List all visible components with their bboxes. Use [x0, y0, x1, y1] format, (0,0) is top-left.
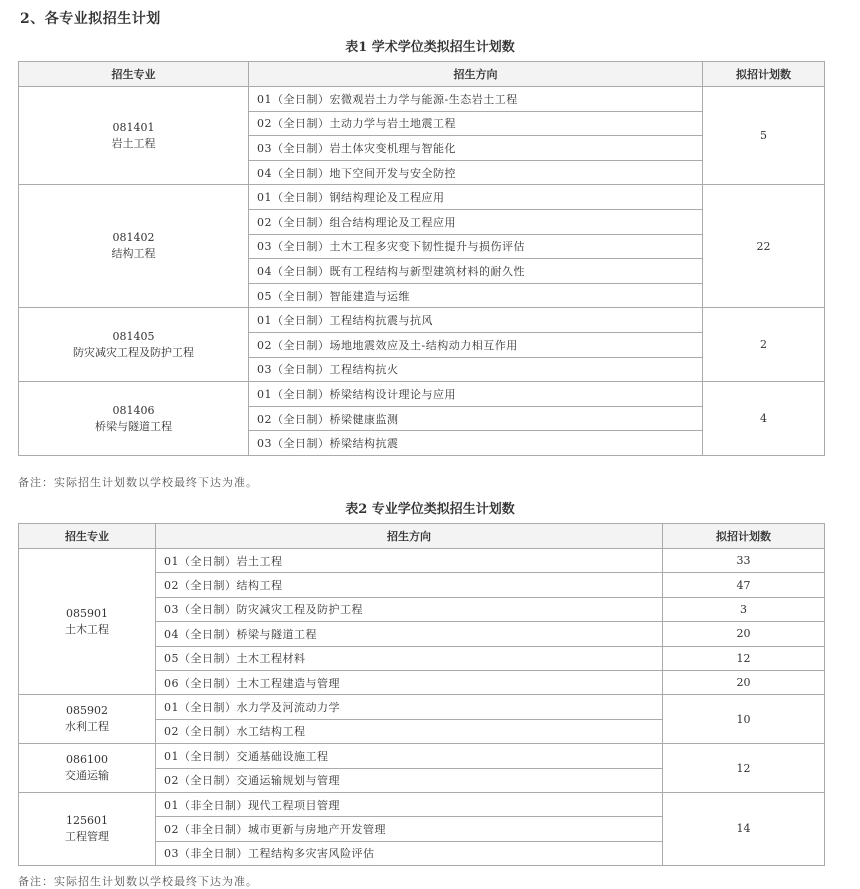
major-cell	[19, 185, 249, 308]
header-count: 拟招计划数	[663, 524, 825, 549]
direction-cell: 01（全日制）宏微观岩土力学与能源-生态岩土工程	[249, 87, 703, 112]
major-name: 土木工程	[65, 622, 109, 636]
major-code: 081405	[112, 329, 155, 343]
plan-count: 10	[663, 695, 825, 744]
major-name: 防灾减灾工程及防护工程	[73, 345, 194, 359]
major-cell	[19, 695, 156, 744]
direction-cell: 02（全日制）交通运输规划与管理	[156, 768, 663, 792]
major-name: 水利工程	[65, 720, 109, 734]
plan-count: 20	[663, 622, 825, 646]
direction-cell: 02（全日制）土动力学与岩土地震工程	[249, 111, 703, 136]
plan-count: 3	[663, 597, 825, 621]
plan-count: 33	[663, 549, 825, 573]
direction-cell: 01（全日制）岩土工程	[156, 549, 663, 573]
table-row	[19, 87, 825, 112]
direction-cell: 03（全日制）桥梁结构抗震	[249, 431, 703, 456]
direction-cell: 01（全日制）钢结构理论及工程应用	[249, 185, 703, 210]
direction-cell: 02（全日制）场地地震效应及土-结构动力相互作用	[249, 332, 703, 357]
professional-degree-table	[18, 523, 825, 866]
plan-count: 12	[663, 744, 825, 793]
major-name: 结构工程	[111, 247, 156, 261]
direction-cell: 03（全日制）岩土体灾变机理与智能化	[249, 136, 703, 161]
direction-cell: 03（全日制）土木工程多灾变下韧性提升与损伤评估	[249, 234, 703, 259]
header-major: 招生专业	[19, 62, 249, 87]
direction-cell: 01（全日制）桥梁结构设计理论与应用	[249, 382, 703, 407]
direction-cell: 03（非全日制）工程结构多灾害风险评估	[156, 841, 663, 865]
table-header-row	[19, 62, 825, 87]
direction-cell: 03（全日制）防灾减灾工程及防护工程	[156, 597, 663, 621]
major-name: 岩土工程	[111, 136, 156, 150]
major-code: 085902	[66, 704, 108, 718]
plan-count: 14	[663, 792, 825, 865]
direction-cell: 06（全日制）土木工程建造与管理	[156, 670, 663, 694]
direction-cell: 02（非全日制）城市更新与房地产开发管理	[156, 817, 663, 841]
table2-caption: 表2 专业学位类拟招生计划数	[345, 502, 515, 517]
header-direction: 招生方向	[156, 524, 663, 549]
plan-count: 47	[663, 573, 825, 597]
table2-note: 备注：实际招生计划数以学校最终下达为准。	[18, 875, 258, 888]
direction-cell: 01（非全日制）现代工程项目管理	[156, 792, 663, 816]
plan-count: 12	[663, 646, 825, 670]
table-row	[19, 308, 825, 333]
table-row	[19, 792, 825, 816]
academic-degree-table	[18, 61, 825, 456]
header-direction: 招生方向	[249, 62, 703, 87]
plan-count: 2	[703, 308, 825, 382]
plan-count: 4	[703, 382, 825, 456]
direction-cell: 05（全日制）土木工程材料	[156, 646, 663, 670]
major-cell	[19, 792, 156, 865]
plan-count: 22	[703, 185, 825, 308]
major-code: 085901	[66, 606, 108, 620]
direction-cell: 01（全日制）水力学及河流动力学	[156, 695, 663, 719]
direction-cell: 04（全日制）地下空间开发与安全防控	[249, 160, 703, 185]
direction-cell: 02（全日制）水工结构工程	[156, 719, 663, 743]
major-cell	[19, 87, 249, 185]
header-major: 招生专业	[19, 524, 156, 549]
direction-cell: 02（全日制）结构工程	[156, 573, 663, 597]
table-row	[19, 185, 825, 210]
major-code: 125601	[66, 813, 108, 827]
table-row	[19, 695, 825, 719]
table-header-row	[19, 524, 825, 549]
table-row	[19, 744, 825, 768]
plan-count: 20	[663, 670, 825, 694]
direction-cell: 04（全日制）既有工程结构与新型建筑材料的耐久性	[249, 259, 703, 284]
direction-cell: 03（全日制）工程结构抗火	[249, 357, 703, 382]
table1-note: 备注：实际招生计划数以学校最终下达为准。	[18, 476, 258, 489]
table1-caption: 表1 学术学位类拟招生计划数	[345, 40, 515, 55]
header-count: 拟招计划数	[703, 62, 825, 87]
major-code: 081406	[112, 403, 155, 417]
major-code: 086100	[66, 753, 108, 767]
major-cell	[19, 549, 156, 695]
table-row	[19, 549, 825, 573]
major-code: 081401	[112, 120, 155, 134]
plan-count: 5	[703, 87, 825, 185]
major-cell	[19, 744, 156, 793]
major-cell	[19, 308, 249, 382]
major-code: 081402	[112, 231, 155, 245]
table-row	[19, 382, 825, 407]
direction-cell: 01（全日制）交通基础设施工程	[156, 744, 663, 768]
major-name: 桥梁与隧道工程	[95, 419, 172, 433]
direction-cell: 01（全日制）工程结构抗震与抗风	[249, 308, 703, 333]
major-cell	[19, 382, 249, 456]
section-heading: 2、各专业拟招生计划	[20, 11, 161, 27]
major-name: 交通运输	[65, 769, 109, 783]
major-name: 工程管理	[65, 829, 109, 843]
direction-cell: 05（全日制）智能建造与运维	[249, 283, 703, 308]
direction-cell: 04（全日制）桥梁与隧道工程	[156, 622, 663, 646]
direction-cell: 02（全日制）桥梁健康监测	[249, 406, 703, 431]
direction-cell: 02（全日制）组合结构理论及工程应用	[249, 209, 703, 234]
